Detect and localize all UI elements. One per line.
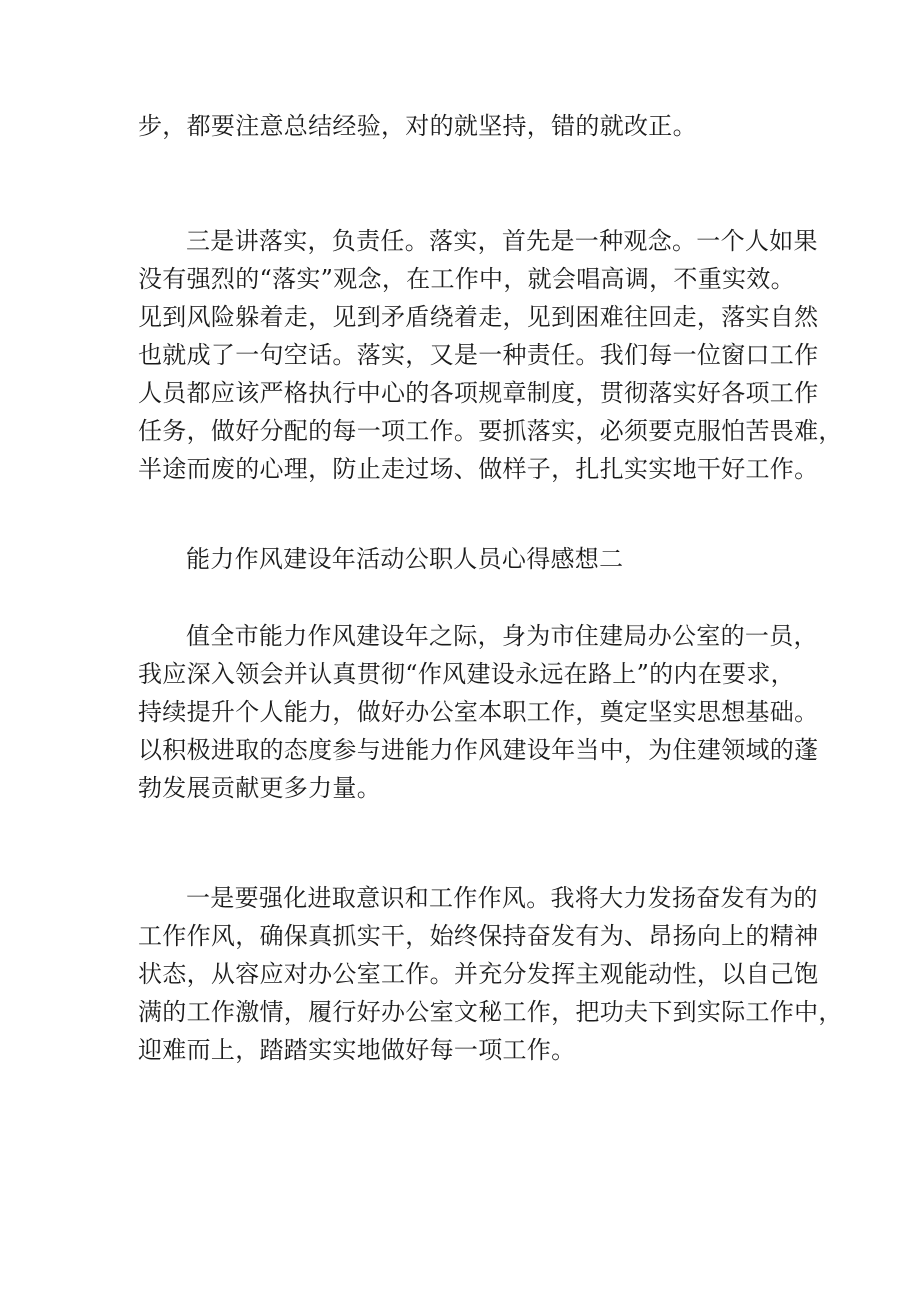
- paragraph-point-three: [138, 222, 843, 488]
- paragraph-intro: [138, 617, 819, 807]
- text-line: 状态，从容应对办公室工作。并充分发挥主观能动性，以自己饱: [138, 960, 819, 988]
- paragraph-continuation: [138, 107, 798, 145]
- text-line: 勃发展贡献更多力量。: [138, 774, 381, 802]
- text-line: 半途而废的心理，防止走过场、做样子，扎扎实实地干好工作。: [138, 455, 819, 483]
- text-line: 以积极进取的态度参与进能力作风建设年当中，为住建领域的蓬: [138, 736, 819, 764]
- paragraph-point-one: [138, 879, 843, 1069]
- text-line: 见到风险躲着走，见到矛盾绕着走，见到困难往回走，落实自然: [138, 303, 819, 331]
- text-line: 迎难而上，踏踏实实地做好每一项工作。: [138, 1036, 576, 1064]
- text-line: 人员都应该严格执行中心的各项规章制度，贯彻落实好各项工作: [138, 379, 819, 407]
- section-heading: [138, 540, 798, 578]
- text-line: 一是要强化进取意识和工作作风。我将大力发扬奋发有为的: [186, 884, 818, 912]
- text-line: 步，都要注意总结经验，对的就坚持，错的就改正。: [138, 112, 697, 140]
- text-line: 没有强烈的“落实”观念，在工作中，就会唱高调，不重实效。: [138, 265, 795, 293]
- text-line: 也就成了一句空话。落实，又是一种责任。我们每一位窗口工作: [138, 341, 819, 369]
- text-line: 满的工作激情，履行好办公室文秘工作，把功夫下到实际工作中，: [138, 998, 843, 1026]
- text-line: 三是讲落实，负责任。落实，首先是一种观念。一个人如果: [186, 227, 818, 255]
- text-line: 持续提升个人能力，做好办公室本职工作，奠定坚实思想基础。: [138, 698, 819, 726]
- text-line: 值全市能力作风建设年之际，身为市住建局办公室的一员，: [186, 622, 818, 650]
- text-line: 工作作风，确保真抓实干，始终保持奋发有为、昂扬向上的精神: [138, 922, 819, 950]
- text-line: 我应深入领会并认真贯彻“作风建设永远在路上”的内在要求，: [138, 660, 795, 688]
- heading-text: 能力作风建设年活动公职人员心得感想二: [186, 545, 624, 573]
- text-line: 任务，做好分配的每一项工作。要抓落实，必须要克服怕苦畏难，: [138, 417, 843, 445]
